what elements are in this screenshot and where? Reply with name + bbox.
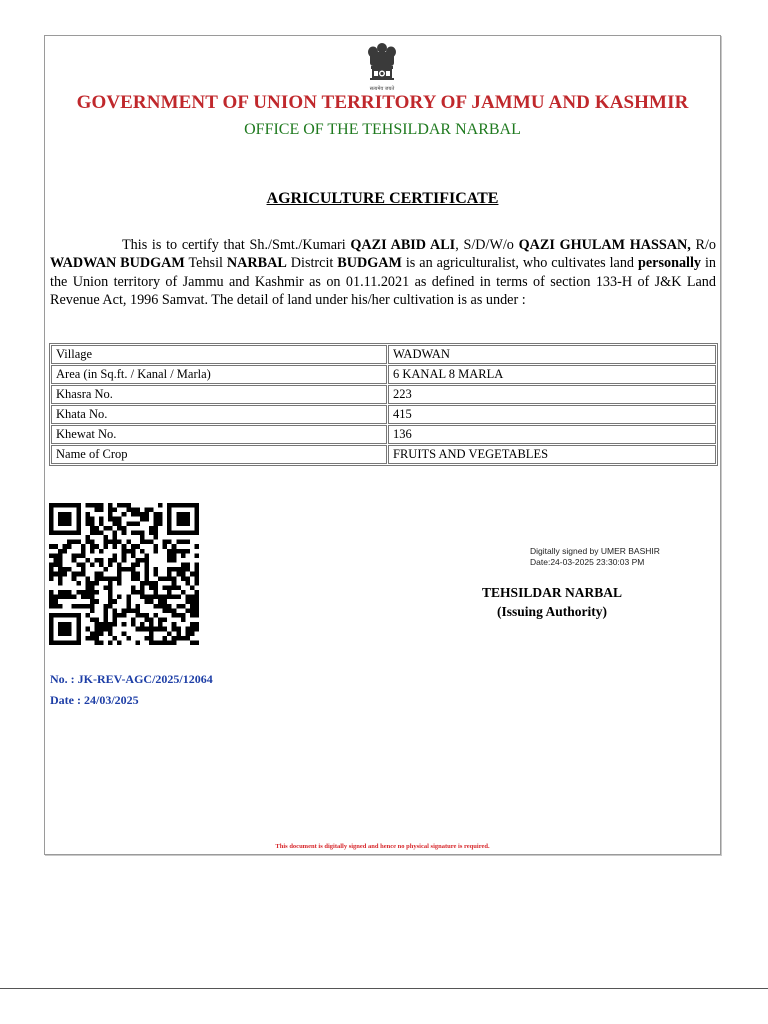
row-label: Name of Crop: [51, 445, 387, 464]
land-details-table: [49, 343, 718, 466]
authority-role: (Issuing Authority): [497, 604, 607, 619]
row-value: 223: [388, 385, 716, 404]
government-title: GOVERNMENT OF UNION TERRITORY OF JAMMU AND KASHMIR: [76, 92, 689, 113]
digital-sign-date: Date:24-03-2025 23:30:03 PM: [530, 557, 645, 567]
table-row: [51, 345, 716, 364]
reference-date: Date : 24/03/2025: [50, 693, 139, 707]
qr-code-icon: [49, 503, 199, 645]
district: BUDGAM: [337, 255, 402, 272]
issuing-authority: [462, 583, 642, 621]
reference-number: No. : JK-REV-AGC/2025/12064: [50, 672, 213, 686]
row-label: Khewat No.: [51, 425, 387, 444]
certificate-body: This is to certify that Sh./Smt./Kumari QAZI ABID ALI, S/D/W/o QAZI GHULAM HASSAN, R/o WADWAN BUDGAM Tehsil NARBAL Distrcit BUDGAM is an agriculturalist, who cultivates land personally in the Union territory of Jammu and Kashmir as on 01.11.2021 as defined in terms of section 133-H of J&K Land Revenue Act, 1996 Samvat. The detail of land under his/her cultivation is as under :: [50, 237, 717, 308]
residence: WADWAN BUDGAM: [50, 255, 185, 272]
digital-signer: Digitally signed by UMER BASHIR: [530, 546, 660, 556]
digital-signature-note: This document is digitally signed and hence no physical signature is required.: [275, 843, 490, 850]
parent-name: QAZI GHULAM HASSAN,: [518, 237, 691, 253]
row-label: Area (in Sq.ft. / Kanal / Marla): [51, 365, 387, 384]
row-label: Village: [51, 345, 387, 364]
national-emblem-icon: [361, 38, 403, 94]
certificate-title: AGRICULTURE CERTIFICATE: [266, 190, 499, 207]
digital-signature-stamp: [530, 546, 660, 568]
office-name: OFFICE OF THE TEHSILDAR NARBAL: [244, 121, 521, 138]
table-row: [51, 425, 716, 444]
row-value: 6 KANAL 8 MARLA: [388, 365, 716, 384]
authority-name: TEHSILDAR NARBAL: [482, 585, 622, 600]
row-label: Khata No.: [51, 405, 387, 424]
row-value: 136: [388, 425, 716, 444]
table-row: [51, 365, 716, 384]
row-label: Khasra No.: [51, 385, 387, 404]
table-row: [51, 385, 716, 404]
table-row: [51, 405, 716, 424]
cultivation-mode: personally: [637, 255, 702, 272]
emblem-caption: सत्यमेव जयते: [369, 86, 395, 92]
row-value: FRUITS AND VEGETABLES: [388, 445, 716, 464]
page-divider: [0, 988, 768, 989]
row-value: 415: [388, 405, 716, 424]
tehsil: NARBAL: [226, 255, 287, 272]
table-row: [51, 445, 716, 464]
applicant-name: QAZI ABID ALI: [350, 237, 456, 253]
row-value: WADWAN: [388, 345, 716, 364]
